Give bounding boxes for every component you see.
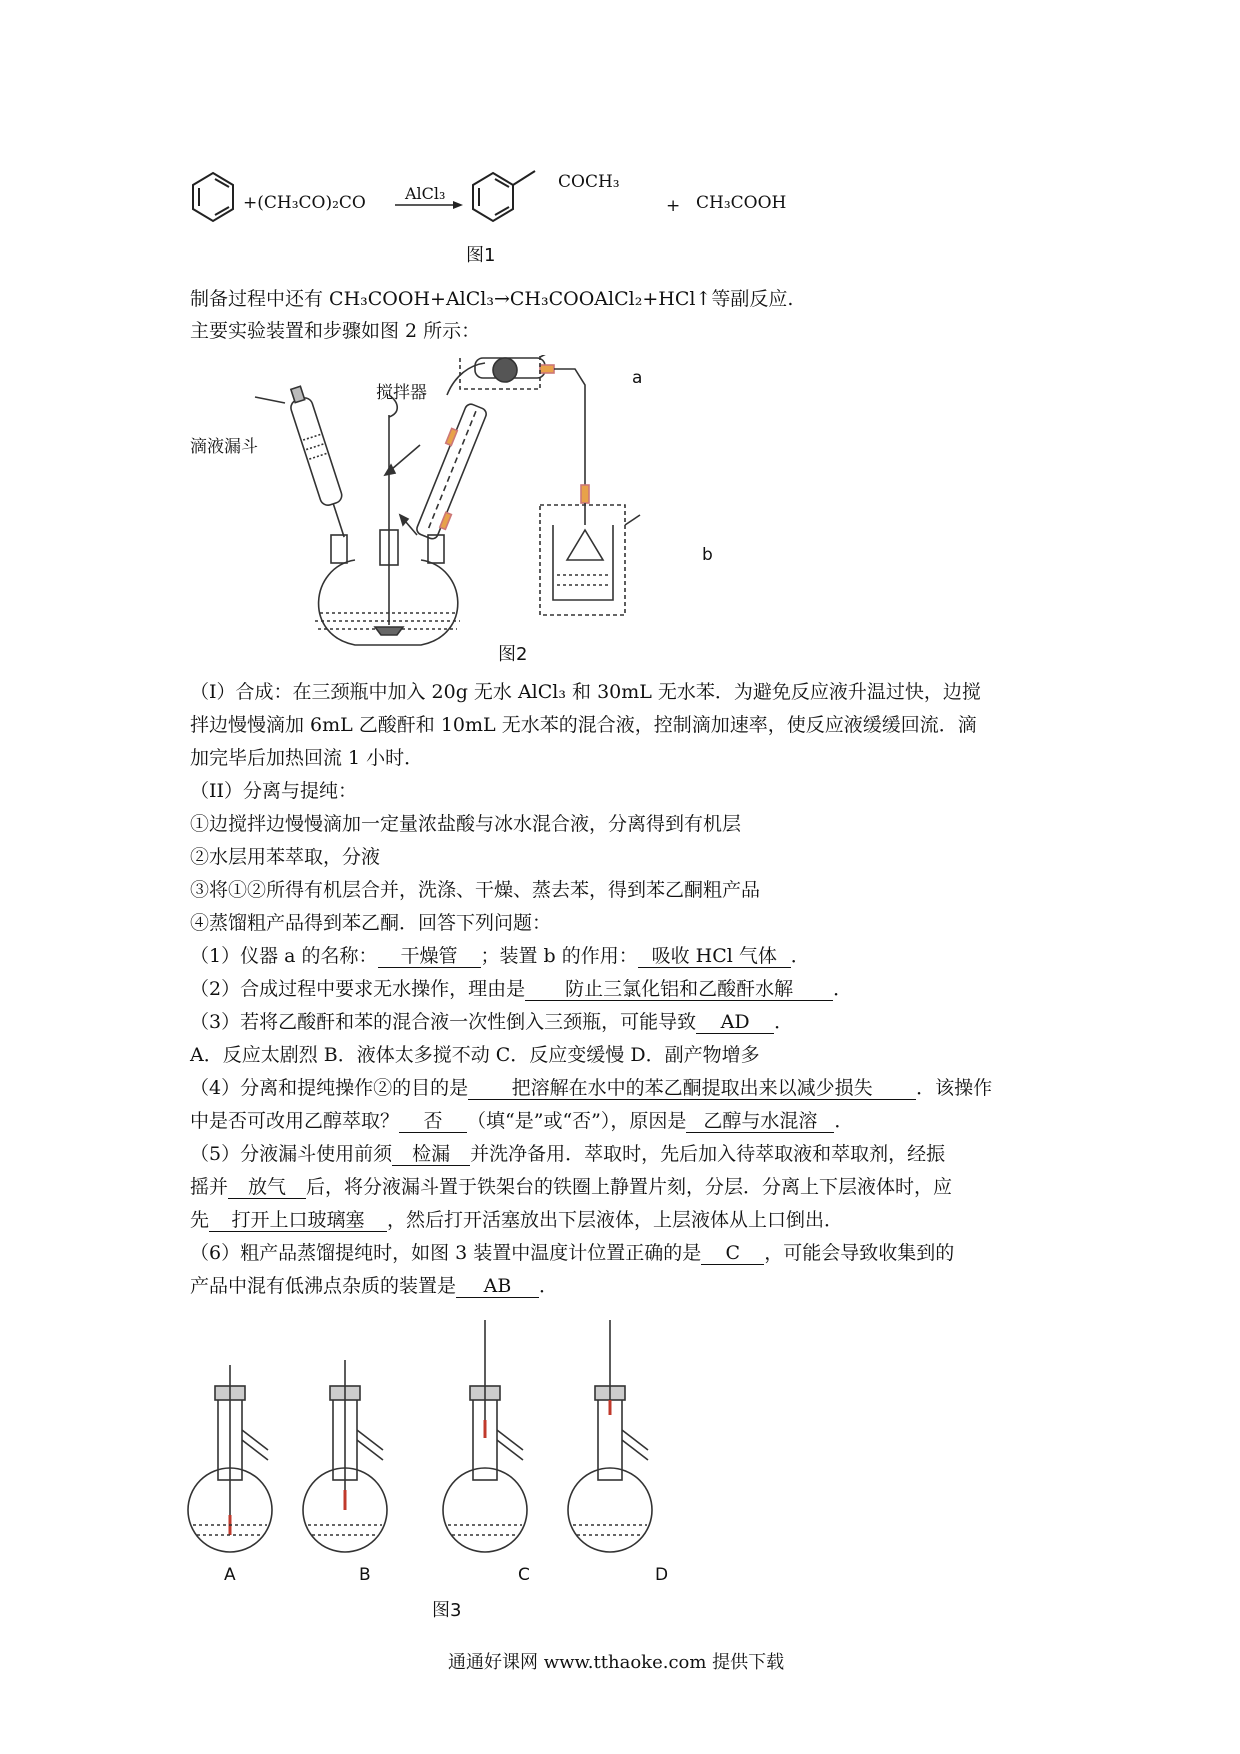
q5-line3-end: ，然后打开活塞放出下层液体，上层液体从上口倒出． bbox=[387, 1209, 844, 1231]
fig2-label-b: b bbox=[702, 545, 713, 565]
fig1-product-group: COCH₃ bbox=[558, 172, 620, 192]
fig1-plus: + bbox=[666, 196, 681, 216]
question-4-line2 bbox=[190, 1109, 853, 1133]
question-3-options: A．反应太剧烈 B．液体太多搅不动 C．反应变缓慢 D．副产物增多 bbox=[190, 1044, 760, 1066]
step1-line1: （I）合成：在三颈瓶中加入 20g 无水 AlCl₃ 和 30mL 无水苯．为避免反应液升温过快，边搅 bbox=[190, 681, 981, 703]
fig2-caption: 图2 bbox=[498, 644, 528, 665]
question-6-line1 bbox=[190, 1241, 954, 1265]
q2-text-end: ． bbox=[833, 978, 853, 1000]
q4-line2-end: ． bbox=[834, 1110, 854, 1132]
q1-answer-1: 干燥管 bbox=[378, 945, 481, 968]
fig2-apparatus bbox=[185, 355, 725, 655]
fig3-label-a: A bbox=[224, 1565, 236, 1585]
fig1-caption: 图1 bbox=[466, 245, 496, 266]
step2-item3: ③将①②所得有机层合并，洗涤、干燥、蒸去苯，得到苯乙酮粗产品 bbox=[190, 879, 761, 901]
q2-answer: 防止三氯化铝和乙酸酐水解 bbox=[525, 978, 833, 1001]
flask-b bbox=[303, 1360, 387, 1552]
apparatus-intro-text: 主要实验装置和步骤如图 2 所示： bbox=[190, 320, 481, 342]
question-5-line2 bbox=[190, 1175, 952, 1199]
question-6-line2 bbox=[190, 1274, 558, 1298]
benzene-ring-reactant bbox=[193, 173, 233, 221]
fig3-flasks bbox=[185, 1320, 725, 1570]
q2-text: （2）合成过程中要求无水操作，理由是 bbox=[190, 978, 526, 1000]
fig1-reaction bbox=[185, 165, 825, 265]
q3-text: （3）若将乙酸酐和苯的混合液一次性倒入三颈瓶，可能导致 bbox=[190, 1011, 697, 1033]
q1-answer-2: 吸收 HCl 气体 bbox=[638, 945, 791, 968]
question-5-line3 bbox=[190, 1208, 843, 1232]
flask-c bbox=[443, 1320, 527, 1552]
q6-line2-text: 产品中混有低沸点杂质的装置是 bbox=[190, 1275, 457, 1297]
fig3-label-c: C bbox=[518, 1565, 530, 1585]
q5-line2-text: 摇并 bbox=[190, 1176, 229, 1198]
question-2 bbox=[190, 977, 852, 1001]
benzene-ring-product bbox=[473, 171, 535, 221]
question-3 bbox=[190, 1010, 793, 1034]
flask-a bbox=[188, 1365, 272, 1552]
fig1-byproduct: CH₃COOH bbox=[696, 193, 787, 213]
q4-line2-text: 中是否可改用乙醇萃取？ bbox=[190, 1110, 400, 1132]
q5-answer-2: 放气 bbox=[228, 1176, 306, 1199]
question-4-line1 bbox=[190, 1076, 992, 1100]
question-5-line1 bbox=[190, 1142, 945, 1166]
page-footer: 通通好课网 www.tthaoke.com 提供下载 bbox=[448, 1652, 785, 1673]
side-reaction-text: 制备过程中还有 CH₃COOH+AlCl₃→CH₃COOAlCl₂+HCl↑等副反应. bbox=[190, 288, 794, 310]
q3-text-end: ． bbox=[774, 1011, 794, 1033]
step1-line2: 拌边慢慢滴加 6mL 乙酸酐和 10mL 无水苯的混合液，控制滴加速率，使反应液缓缓回流．滴 bbox=[190, 714, 977, 736]
q5-answer-3: 打开上口玻璃塞 bbox=[209, 1209, 387, 1232]
fig1-reactant-anhydride: +(CH₃CO)₂CO bbox=[243, 193, 366, 213]
q5-line3-text: 先 bbox=[190, 1209, 210, 1231]
q4-text-end: ．该操作 bbox=[916, 1077, 993, 1099]
fig3-label-b: B bbox=[359, 1565, 371, 1585]
q1-text-end: ． bbox=[790, 945, 810, 967]
fig2-label-funnel: 滴液漏斗 bbox=[190, 437, 258, 457]
step2-item1: ①边搅拌边慢慢滴加一定量浓盐酸与冰水混合液，分离得到有机层 bbox=[190, 813, 742, 835]
q5-text: （5）分液漏斗使用前须 bbox=[190, 1143, 393, 1165]
q6-text-cont: ，可能会导致收集到的 bbox=[764, 1242, 955, 1264]
q4-answer-1: 把溶解在水中的苯乙酮提取出来以减少损失 bbox=[468, 1077, 916, 1100]
q4-text: （4）分离和提纯操作②的目的是 bbox=[190, 1077, 469, 1099]
q4-answer-3: 乙醇与水混溶 bbox=[686, 1110, 834, 1133]
fig1-catalyst: AlCl₃ bbox=[405, 184, 446, 203]
step1-line3: 加完毕后加热回流 1 小时． bbox=[190, 747, 424, 769]
fig3-label-d: D bbox=[655, 1565, 669, 1585]
q3-answer: AD bbox=[696, 1011, 774, 1034]
q6-answer-2: AB bbox=[456, 1275, 539, 1298]
q6-line2-end: ． bbox=[539, 1275, 559, 1297]
q6-answer-1: C bbox=[701, 1242, 764, 1265]
question-1 bbox=[190, 944, 810, 968]
q1-text: （1）仪器 a 的名称： bbox=[190, 945, 378, 967]
fig2-label-stirrer: 搅拌器 bbox=[376, 383, 427, 403]
step2-item4: ④蒸馏粗产品得到苯乙酮．回答下列问题： bbox=[190, 912, 552, 934]
q5-line2-end: 后，将分液漏斗置于铁架台的铁圈上静置片刻，分层．分离上下层液体时，应 bbox=[306, 1176, 953, 1198]
q5-answer-1: 检漏 bbox=[392, 1143, 470, 1166]
q5-text-cont: 并洗净备用．萃取时，先后加入待萃取液和萃取剂，经振 bbox=[470, 1143, 946, 1165]
fig3-caption: 图3 bbox=[432, 1600, 462, 1621]
q4-line2-mid: （填“是”或“否”），原因是 bbox=[467, 1110, 687, 1132]
step2-item2: ②水层用苯萃取，分液 bbox=[190, 846, 381, 868]
q6-text: （6）粗产品蒸馏提纯时，如图 3 装置中温度计位置正确的是 bbox=[190, 1242, 702, 1264]
flask-d bbox=[568, 1320, 652, 1552]
q1-text-mid: ；装置 b 的作用： bbox=[480, 945, 638, 967]
step2-title: （II）分离与提纯： bbox=[190, 780, 358, 802]
q4-answer-2: 否 bbox=[399, 1110, 467, 1133]
fig2-label-a: a bbox=[632, 368, 643, 388]
